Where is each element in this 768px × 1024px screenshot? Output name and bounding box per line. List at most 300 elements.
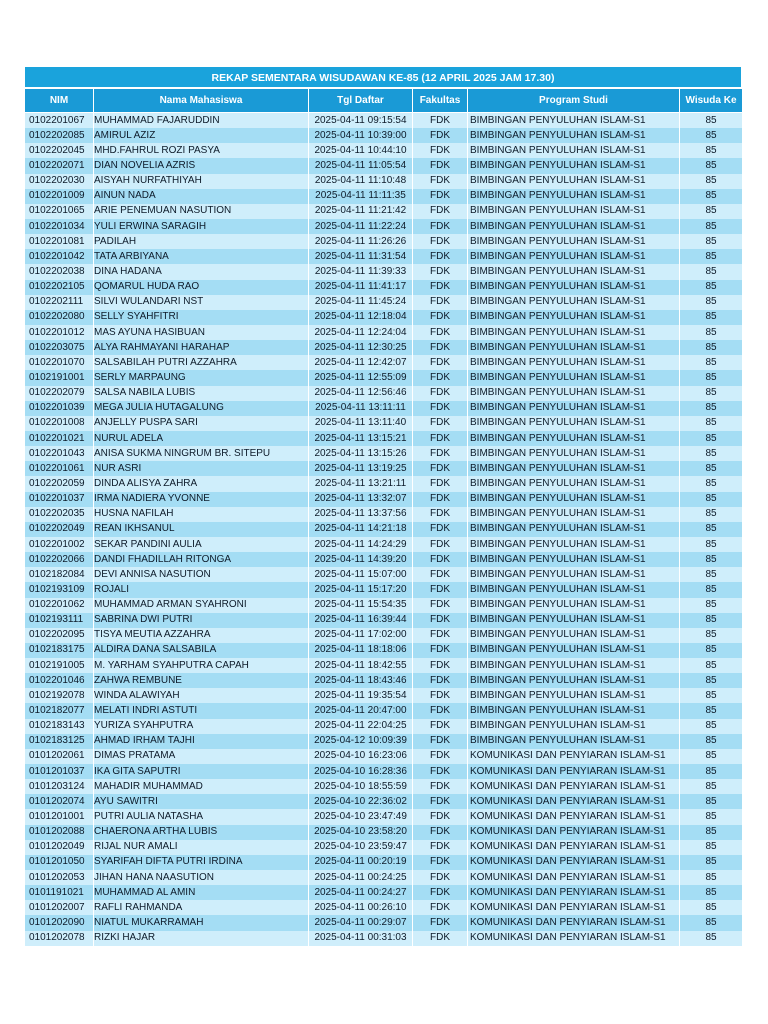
table-row: [25, 143, 743, 158]
cell-nim: 0102201081: [25, 234, 94, 249]
table-row: [25, 219, 743, 234]
table-row: [25, 264, 743, 279]
cell-wisuda-ke: 85: [680, 264, 743, 279]
table-row: [25, 128, 743, 143]
cell-nama: TATA ARBIYANA: [94, 249, 309, 264]
table-row: [25, 537, 743, 552]
cell-wisuda-ke: 85: [680, 310, 743, 325]
cell-wisuda-ke: 85: [680, 249, 743, 264]
cell-tgl-daftar: 2025-04-11 00:24:25: [309, 870, 413, 885]
cell-program-studi: BIMBINGAN PENYULUHAN ISLAM-S1: [468, 719, 680, 734]
cell-nama: DINA HADANA: [94, 264, 309, 279]
cell-wisuda-ke: 85: [680, 749, 743, 764]
cell-nim: 0102191001: [25, 370, 94, 385]
cell-nim: 0102202080: [25, 310, 94, 325]
cell-program-studi: KOMUNIKASI DAN PENYIARAN ISLAM-S1: [468, 764, 680, 779]
cell-nama: ANISA SUKMA NINGRUM BR. SITEPU: [94, 446, 309, 461]
cell-program-studi: BIMBINGAN PENYULUHAN ISLAM-S1: [468, 613, 680, 628]
cell-nama: AINUN NADA: [94, 189, 309, 204]
cell-fakultas: FDK: [413, 628, 468, 643]
table-row: [25, 446, 743, 461]
cell-nama: AMIRUL AZIZ: [94, 128, 309, 143]
cell-wisuda-ke: 85: [680, 446, 743, 461]
table-row: [25, 113, 743, 129]
table-row: [25, 370, 743, 385]
cell-program-studi: BIMBINGAN PENYULUHAN ISLAM-S1: [468, 703, 680, 718]
cell-program-studi: BIMBINGAN PENYULUHAN ISLAM-S1: [468, 386, 680, 401]
cell-nama: SEKAR PANDINI AULIA: [94, 537, 309, 552]
cell-wisuda-ke: 85: [680, 386, 743, 401]
cell-tgl-daftar: 2025-04-11 18:42:55: [309, 658, 413, 673]
cell-fakultas: FDK: [413, 446, 468, 461]
cell-wisuda-ke: 85: [680, 794, 743, 809]
cell-tgl-daftar: 2025-04-11 00:24:27: [309, 885, 413, 900]
table-row: [25, 613, 743, 628]
cell-tgl-daftar: 2025-04-10 23:59:47: [309, 840, 413, 855]
cell-fakultas: FDK: [413, 416, 468, 431]
cell-tgl-daftar: 2025-04-11 11:45:24: [309, 295, 413, 310]
cell-nama: WINDA ALAWIYAH: [94, 688, 309, 703]
cell-wisuda-ke: 85: [680, 204, 743, 219]
cell-program-studi: BIMBINGAN PENYULUHAN ISLAM-S1: [468, 507, 680, 522]
cell-tgl-daftar: 2025-04-11 15:07:00: [309, 567, 413, 582]
cell-nama: MEGA JULIA HUTAGALUNG: [94, 401, 309, 416]
cell-program-studi: BIMBINGAN PENYULUHAN ISLAM-S1: [468, 643, 680, 658]
cell-nim: 0102201042: [25, 249, 94, 264]
cell-program-studi: BIMBINGAN PENYULUHAN ISLAM-S1: [468, 567, 680, 582]
table-row: [25, 870, 743, 885]
cell-nim: 0101202074: [25, 794, 94, 809]
table-row: [25, 355, 743, 370]
cell-fakultas: FDK: [413, 582, 468, 597]
cell-nim: 0102183125: [25, 734, 94, 749]
cell-nim: 0101201001: [25, 809, 94, 824]
cell-tgl-daftar: 2025-04-11 10:39:00: [309, 128, 413, 143]
cell-program-studi: BIMBINGAN PENYULUHAN ISLAM-S1: [468, 461, 680, 476]
cell-fakultas: FDK: [413, 461, 468, 476]
cell-nim: 0102201034: [25, 219, 94, 234]
cell-fakultas: FDK: [413, 355, 468, 370]
cell-nim: 0101191021: [25, 885, 94, 900]
cell-wisuda-ke: 85: [680, 113, 743, 129]
table-row: [25, 688, 743, 703]
cell-tgl-daftar: 2025-04-11 00:20:19: [309, 855, 413, 870]
cell-nim: 0102201037: [25, 492, 94, 507]
cell-tgl-daftar: 2025-04-11 12:18:04: [309, 310, 413, 325]
table-row: [25, 476, 743, 491]
cell-fakultas: FDK: [413, 900, 468, 915]
cell-wisuda-ke: 85: [680, 537, 743, 552]
cell-wisuda-ke: 85: [680, 779, 743, 794]
cell-fakultas: FDK: [413, 931, 468, 946]
cell-tgl-daftar: 2025-04-11 13:19:25: [309, 461, 413, 476]
cell-wisuda-ke: 85: [680, 688, 743, 703]
cell-nim: 0102201002: [25, 537, 94, 552]
cell-tgl-daftar: 2025-04-10 22:36:02: [309, 794, 413, 809]
cell-nim: 0102201021: [25, 431, 94, 446]
cell-program-studi: BIMBINGAN PENYULUHAN ISLAM-S1: [468, 264, 680, 279]
cell-program-studi: BIMBINGAN PENYULUHAN ISLAM-S1: [468, 688, 680, 703]
cell-nama: SILVI WULANDARI NST: [94, 295, 309, 310]
cell-program-studi: BIMBINGAN PENYULUHAN ISLAM-S1: [468, 522, 680, 537]
cell-nama: DANDI FHADILLAH RITONGA: [94, 552, 309, 567]
table-row: [25, 598, 743, 613]
cell-nim: 0102202079: [25, 386, 94, 401]
cell-nim: 0102202035: [25, 507, 94, 522]
table-row: [25, 885, 743, 900]
cell-program-studi: KOMUNIKASI DAN PENYIARAN ISLAM-S1: [468, 825, 680, 840]
cell-fakultas: FDK: [413, 431, 468, 446]
cell-tgl-daftar: 2025-04-11 12:24:04: [309, 325, 413, 340]
cell-wisuda-ke: 85: [680, 431, 743, 446]
cell-wisuda-ke: 85: [680, 522, 743, 537]
cell-nim: 0102183175: [25, 643, 94, 658]
cell-wisuda-ke: 85: [680, 598, 743, 613]
cell-nim: 0102202111: [25, 295, 94, 310]
cell-nama: DIAN NOVELIA AZRIS: [94, 158, 309, 173]
cell-fakultas: FDK: [413, 552, 468, 567]
cell-nim: 0101202053: [25, 870, 94, 885]
cell-tgl-daftar: 2025-04-11 10:44:10: [309, 143, 413, 158]
cell-nama: YURIZA SYAHPUTRA: [94, 719, 309, 734]
cell-program-studi: BIMBINGAN PENYULUHAN ISLAM-S1: [468, 734, 680, 749]
cell-program-studi: BIMBINGAN PENYULUHAN ISLAM-S1: [468, 174, 680, 189]
cell-tgl-daftar: 2025-04-11 09:15:54: [309, 113, 413, 129]
table-row: [25, 764, 743, 779]
cell-nama: PADILAH: [94, 234, 309, 249]
cell-program-studi: BIMBINGAN PENYULUHAN ISLAM-S1: [468, 582, 680, 597]
cell-tgl-daftar: 2025-04-10 18:55:59: [309, 779, 413, 794]
cell-nama: QOMARUL HUDA RAO: [94, 280, 309, 295]
cell-fakultas: FDK: [413, 386, 468, 401]
cell-fakultas: FDK: [413, 325, 468, 340]
cell-nim: 0102202049: [25, 522, 94, 537]
cell-fakultas: FDK: [413, 840, 468, 855]
cell-nim: 0102192078: [25, 688, 94, 703]
cell-tgl-daftar: 2025-04-11 11:05:54: [309, 158, 413, 173]
cell-nim: 0101202078: [25, 931, 94, 946]
cell-wisuda-ke: 85: [680, 325, 743, 340]
cell-program-studi: KOMUNIKASI DAN PENYIARAN ISLAM-S1: [468, 749, 680, 764]
rekap-sheet: [24, 66, 742, 946]
cell-fakultas: FDK: [413, 234, 468, 249]
cell-wisuda-ke: 85: [680, 870, 743, 885]
cell-fakultas: FDK: [413, 295, 468, 310]
cell-tgl-daftar: 2025-04-11 11:31:54: [309, 249, 413, 264]
header-wisuda-ke: Wisuda Ke: [680, 89, 743, 113]
cell-nim: 0102202095: [25, 628, 94, 643]
cell-nim: 0101202088: [25, 825, 94, 840]
cell-nama: PUTRI AULIA NATASHA: [94, 809, 309, 824]
cell-tgl-daftar: 2025-04-11 00:29:07: [309, 915, 413, 930]
cell-tgl-daftar: 2025-04-11 13:11:11: [309, 401, 413, 416]
cell-nama: MAHADIR MUHAMMAD: [94, 779, 309, 794]
cell-wisuda-ke: 85: [680, 658, 743, 673]
table-row: [25, 794, 743, 809]
cell-tgl-daftar: 2025-04-11 15:17:20: [309, 582, 413, 597]
table-row: [25, 174, 743, 189]
cell-nama: CHAERONA ARTHA LUBIS: [94, 825, 309, 840]
cell-fakultas: FDK: [413, 507, 468, 522]
cell-wisuda-ke: 85: [680, 673, 743, 688]
cell-nim: 0102201070: [25, 355, 94, 370]
cell-nim: 0102201061: [25, 461, 94, 476]
cell-program-studi: BIMBINGAN PENYULUHAN ISLAM-S1: [468, 340, 680, 355]
cell-nim: 0102202085: [25, 128, 94, 143]
cell-wisuda-ke: 85: [680, 734, 743, 749]
cell-wisuda-ke: 85: [680, 280, 743, 295]
cell-tgl-daftar: 2025-04-11 18:43:46: [309, 673, 413, 688]
cell-nama: RAFLI RAHMANDA: [94, 900, 309, 915]
cell-tgl-daftar: 2025-04-11 13:32:07: [309, 492, 413, 507]
cell-fakultas: FDK: [413, 870, 468, 885]
cell-nim: 0102201067: [25, 113, 94, 129]
table-row: [25, 386, 743, 401]
cell-nama: ARIE PENEMUAN NASUTION: [94, 204, 309, 219]
cell-nama: AYU SAWITRI: [94, 794, 309, 809]
table-row: [25, 931, 743, 946]
table-body: [25, 113, 743, 946]
cell-tgl-daftar: 2025-04-11 11:11:35: [309, 189, 413, 204]
cell-program-studi: KOMUNIKASI DAN PENYIARAN ISLAM-S1: [468, 809, 680, 824]
header-nama: Nama Mahasiswa: [94, 89, 309, 113]
header-nim: NIM: [25, 89, 94, 113]
cell-wisuda-ke: 85: [680, 840, 743, 855]
cell-nama: TISYA MEUTIA AZZAHRA: [94, 628, 309, 643]
cell-program-studi: KOMUNIKASI DAN PENYIARAN ISLAM-S1: [468, 915, 680, 930]
cell-program-studi: BIMBINGAN PENYULUHAN ISLAM-S1: [468, 249, 680, 264]
cell-nama: SALSABILAH PUTRI AZZAHRA: [94, 355, 309, 370]
cell-program-studi: BIMBINGAN PENYULUHAN ISLAM-S1: [468, 658, 680, 673]
cell-program-studi: BIMBINGAN PENYULUHAN ISLAM-S1: [468, 204, 680, 219]
cell-wisuda-ke: 85: [680, 295, 743, 310]
cell-wisuda-ke: 85: [680, 189, 743, 204]
cell-nim: 0102183143: [25, 719, 94, 734]
cell-nama: DIMAS PRATAMA: [94, 749, 309, 764]
cell-tgl-daftar: 2025-04-11 13:15:21: [309, 431, 413, 446]
cell-nim: 0102201043: [25, 446, 94, 461]
table-row: [25, 401, 743, 416]
cell-wisuda-ke: 85: [680, 855, 743, 870]
cell-wisuda-ke: 85: [680, 628, 743, 643]
cell-program-studi: BIMBINGAN PENYULUHAN ISLAM-S1: [468, 416, 680, 431]
cell-tgl-daftar: 2025-04-10 16:23:06: [309, 749, 413, 764]
cell-nim: 0102202105: [25, 280, 94, 295]
cell-fakultas: FDK: [413, 249, 468, 264]
cell-tgl-daftar: 2025-04-11 00:26:10: [309, 900, 413, 915]
cell-program-studi: KOMUNIKASI DAN PENYIARAN ISLAM-S1: [468, 900, 680, 915]
header-tgl-daftar: Tgl Daftar: [309, 89, 413, 113]
table-row: [25, 295, 743, 310]
cell-program-studi: BIMBINGAN PENYULUHAN ISLAM-S1: [468, 158, 680, 173]
table-row: [25, 340, 743, 355]
cell-program-studi: KOMUNIKASI DAN PENYIARAN ISLAM-S1: [468, 931, 680, 946]
cell-tgl-daftar: 2025-04-11 11:39:33: [309, 264, 413, 279]
cell-program-studi: BIMBINGAN PENYULUHAN ISLAM-S1: [468, 431, 680, 446]
table-row: [25, 900, 743, 915]
cell-wisuda-ke: 85: [680, 476, 743, 491]
header-row: [25, 89, 743, 113]
table-row: [25, 915, 743, 930]
table-row: [25, 507, 743, 522]
cell-nama: NUR ASRI: [94, 461, 309, 476]
cell-program-studi: BIMBINGAN PENYULUHAN ISLAM-S1: [468, 401, 680, 416]
cell-nama: ROJALI: [94, 582, 309, 597]
cell-fakultas: FDK: [413, 158, 468, 173]
cell-fakultas: FDK: [413, 567, 468, 582]
cell-program-studi: KOMUNIKASI DAN PENYIARAN ISLAM-S1: [468, 779, 680, 794]
cell-program-studi: BIMBINGAN PENYULUHAN ISLAM-S1: [468, 446, 680, 461]
cell-nim: 0102182084: [25, 567, 94, 582]
cell-wisuda-ke: 85: [680, 825, 743, 840]
cell-tgl-daftar: 2025-04-11 15:54:35: [309, 598, 413, 613]
table-row: [25, 855, 743, 870]
cell-program-studi: BIMBINGAN PENYULUHAN ISLAM-S1: [468, 219, 680, 234]
table-row: [25, 673, 743, 688]
cell-nim: 0102182077: [25, 703, 94, 718]
cell-tgl-daftar: 2025-04-11 14:24:29: [309, 537, 413, 552]
cell-program-studi: BIMBINGAN PENYULUHAN ISLAM-S1: [468, 295, 680, 310]
cell-nama: MHD.FAHRUL ROZI PASYA: [94, 143, 309, 158]
table-row: [25, 567, 743, 582]
cell-nama: HUSNA NAFILAH: [94, 507, 309, 522]
cell-nama: JIHAN HANA NAASUTION: [94, 870, 309, 885]
cell-wisuda-ke: 85: [680, 885, 743, 900]
cell-wisuda-ke: 85: [680, 461, 743, 476]
wisudawan-table: [24, 88, 743, 946]
cell-program-studi: BIMBINGAN PENYULUHAN ISLAM-S1: [468, 492, 680, 507]
cell-program-studi: KOMUNIKASI DAN PENYIARAN ISLAM-S1: [468, 870, 680, 885]
table-row: [25, 234, 743, 249]
cell-wisuda-ke: 85: [680, 174, 743, 189]
cell-nim: 0102202038: [25, 264, 94, 279]
table-row: [25, 643, 743, 658]
cell-fakultas: FDK: [413, 370, 468, 385]
cell-fakultas: FDK: [413, 809, 468, 824]
cell-nama: MELATI INDRI ASTUTI: [94, 703, 309, 718]
table-row: [25, 310, 743, 325]
table-row: [25, 204, 743, 219]
cell-wisuda-ke: 85: [680, 355, 743, 370]
cell-program-studi: BIMBINGAN PENYULUHAN ISLAM-S1: [468, 628, 680, 643]
cell-wisuda-ke: 85: [680, 809, 743, 824]
cell-fakultas: FDK: [413, 401, 468, 416]
cell-tgl-daftar: 2025-04-11 22:04:25: [309, 719, 413, 734]
cell-wisuda-ke: 85: [680, 764, 743, 779]
cell-wisuda-ke: 85: [680, 219, 743, 234]
cell-tgl-daftar: 2025-04-10 16:28:36: [309, 764, 413, 779]
cell-wisuda-ke: 85: [680, 492, 743, 507]
cell-nim: 0101202090: [25, 915, 94, 930]
cell-wisuda-ke: 85: [680, 234, 743, 249]
cell-nim: 0102201012: [25, 325, 94, 340]
cell-tgl-daftar: 2025-04-11 16:39:44: [309, 613, 413, 628]
cell-nama: YULI ERWINA SARAGIH: [94, 219, 309, 234]
cell-fakultas: FDK: [413, 174, 468, 189]
cell-nama: SYARIFAH DIFTA PUTRI IRDINA: [94, 855, 309, 870]
cell-nim: 0102201046: [25, 673, 94, 688]
cell-tgl-daftar: 2025-04-12 10:09:39: [309, 734, 413, 749]
cell-tgl-daftar: 2025-04-11 11:26:26: [309, 234, 413, 249]
cell-nama: RIJAL NUR AMALI: [94, 840, 309, 855]
cell-wisuda-ke: 85: [680, 900, 743, 915]
cell-program-studi: BIMBINGAN PENYULUHAN ISLAM-S1: [468, 280, 680, 295]
cell-program-studi: BIMBINGAN PENYULUHAN ISLAM-S1: [468, 355, 680, 370]
cell-fakultas: FDK: [413, 219, 468, 234]
cell-nim: 0102202071: [25, 158, 94, 173]
cell-wisuda-ke: 85: [680, 416, 743, 431]
table-row: [25, 431, 743, 446]
cell-fakultas: FDK: [413, 719, 468, 734]
table-row: [25, 749, 743, 764]
cell-program-studi: BIMBINGAN PENYULUHAN ISLAM-S1: [468, 598, 680, 613]
cell-fakultas: FDK: [413, 204, 468, 219]
cell-wisuda-ke: 85: [680, 915, 743, 930]
cell-nim: 0101203124: [25, 779, 94, 794]
table-row: [25, 809, 743, 824]
cell-program-studi: BIMBINGAN PENYULUHAN ISLAM-S1: [468, 552, 680, 567]
cell-wisuda-ke: 85: [680, 719, 743, 734]
cell-fakultas: FDK: [413, 703, 468, 718]
cell-fakultas: FDK: [413, 734, 468, 749]
cell-fakultas: FDK: [413, 143, 468, 158]
cell-tgl-daftar: 2025-04-11 12:42:07: [309, 355, 413, 370]
cell-nama: SABRINA DWI PUTRI: [94, 613, 309, 628]
table-row: [25, 779, 743, 794]
cell-nama: DINDA ALISYA ZAHRA: [94, 476, 309, 491]
cell-tgl-daftar: 2025-04-11 14:39:20: [309, 552, 413, 567]
cell-program-studi: BIMBINGAN PENYULUHAN ISLAM-S1: [468, 310, 680, 325]
table-row: [25, 280, 743, 295]
table-row: [25, 825, 743, 840]
cell-nama: RIZKI HAJAR: [94, 931, 309, 946]
cell-fakultas: FDK: [413, 113, 468, 129]
cell-program-studi: KOMUNIKASI DAN PENYIARAN ISLAM-S1: [468, 794, 680, 809]
table-row: [25, 325, 743, 340]
table-row: [25, 840, 743, 855]
cell-nim: 0102202030: [25, 174, 94, 189]
cell-wisuda-ke: 85: [680, 507, 743, 522]
cell-nama: NIATUL MUKARRAMAH: [94, 915, 309, 930]
cell-fakultas: FDK: [413, 264, 468, 279]
cell-tgl-daftar: 2025-04-11 11:10:48: [309, 174, 413, 189]
cell-program-studi: BIMBINGAN PENYULUHAN ISLAM-S1: [468, 143, 680, 158]
table-row: [25, 552, 743, 567]
cell-nama: IKA GITA SAPUTRI: [94, 764, 309, 779]
cell-nama: IRMA NADIERA YVONNE: [94, 492, 309, 507]
cell-fakultas: FDK: [413, 885, 468, 900]
table-row: [25, 189, 743, 204]
cell-program-studi: BIMBINGAN PENYULUHAN ISLAM-S1: [468, 128, 680, 143]
cell-tgl-daftar: 2025-04-11 17:02:00: [309, 628, 413, 643]
cell-fakultas: FDK: [413, 794, 468, 809]
cell-tgl-daftar: 2025-04-11 18:18:06: [309, 643, 413, 658]
cell-tgl-daftar: 2025-04-11 14:21:18: [309, 522, 413, 537]
cell-nama: NURUL ADELA: [94, 431, 309, 446]
cell-wisuda-ke: 85: [680, 401, 743, 416]
cell-nama: MAS AYUNA HASIBUAN: [94, 325, 309, 340]
cell-wisuda-ke: 85: [680, 158, 743, 173]
cell-fakultas: FDK: [413, 779, 468, 794]
cell-tgl-daftar: 2025-04-11 12:55:09: [309, 370, 413, 385]
cell-nim: 0101201037: [25, 764, 94, 779]
cell-nim: 0102201039: [25, 401, 94, 416]
cell-nama: MUHAMMAD FAJARUDDIN: [94, 113, 309, 129]
cell-fakultas: FDK: [413, 280, 468, 295]
cell-fakultas: FDK: [413, 764, 468, 779]
cell-fakultas: FDK: [413, 492, 468, 507]
cell-program-studi: BIMBINGAN PENYULUHAN ISLAM-S1: [468, 189, 680, 204]
